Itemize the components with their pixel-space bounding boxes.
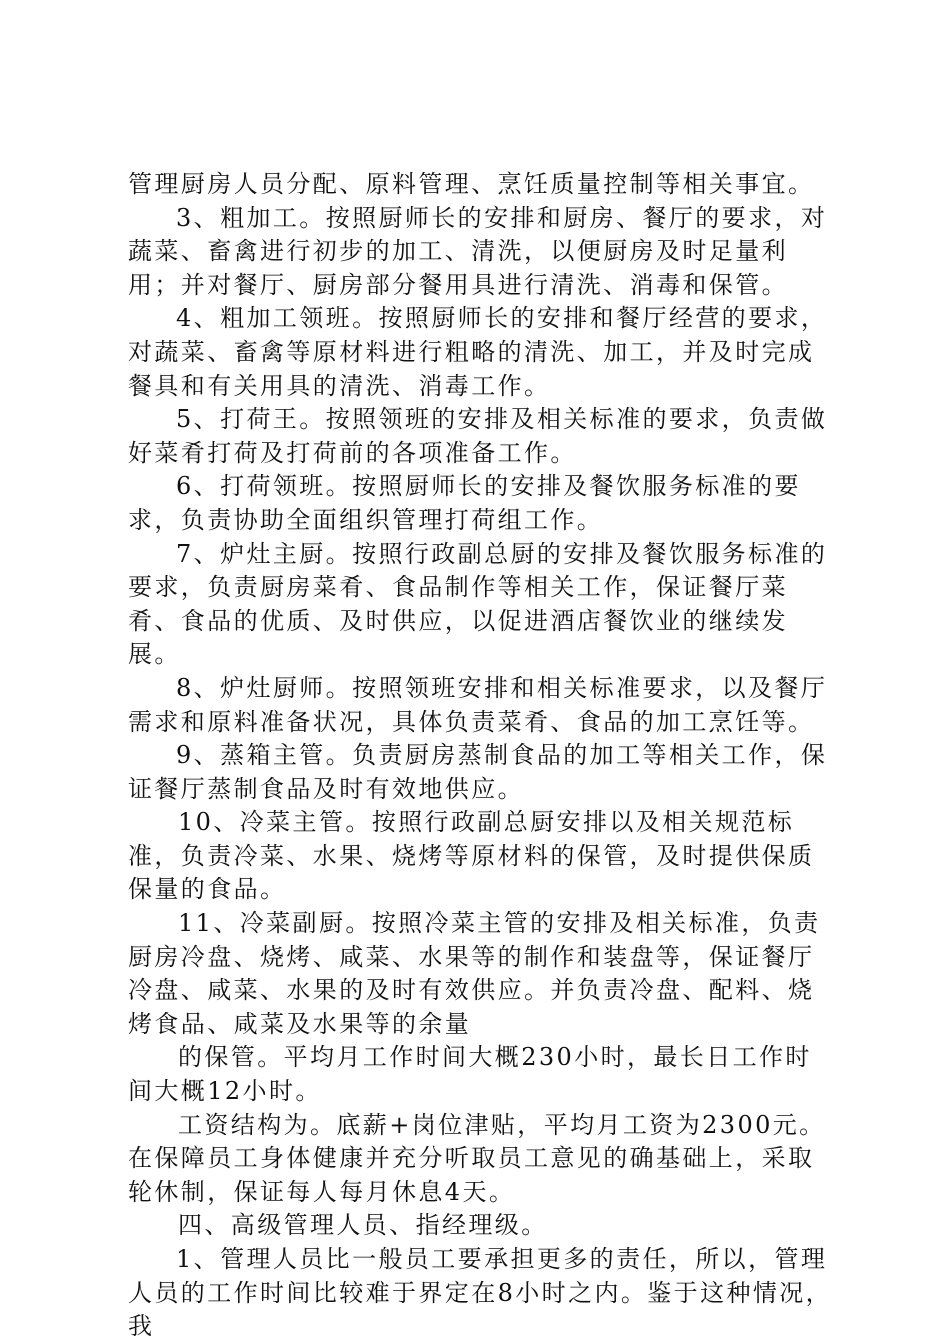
- paragraph-item-9: 9、蒸箱主管。负责厨房蒸制食品的加工等相关工作，保证餐厅蒸制食品及时有效地供应。: [128, 741, 828, 803]
- paragraph-item-8: 8、炉灶厨师。按照领班安排和相关标准要求，以及餐厅需求和原料准备状况，具体负责菜肴、食品的加工烹饪等。: [128, 673, 828, 736]
- paragraph-item-3: 3、粗加工。按照厨师长的安排和厨房、餐厅的要求，对蔬菜、畜禽进行初步的加工、清洗，以便厨房及时足量利用；并对餐厅、厨房部分餐用具进行清洗、消毒和保管。: [128, 203, 828, 299]
- paragraph-working-hours: 的保管。平均月工作时间大概230小时，最长日工作时间大概12小时。: [128, 1043, 812, 1106]
- paragraph-item-4: 4、粗加工领班。按照厨师长的安排和餐厅经营的要求，对蔬菜、畜禽等原材料进行粗略的清洗、加工，并及时完成餐具和有关用具的清洗、消毒工作。: [128, 304, 828, 400]
- paragraph-management-item-1: 1、管理人员比一般员工要承担更多的责任，所以，管理人员的工作时间比较难于界定在8小时之内。鉴于这种情况，我: [128, 1245, 833, 1341]
- paragraph-item-5: 5、打荷王。按照领班的安排及相关标准的要求，负责做好菜肴打荷及打荷前的各项准备工作。: [128, 405, 828, 467]
- paragraph-continuation: 管理厨房人员分配、原料管理、烹饪质量控制等相关事宜。: [128, 170, 815, 198]
- paragraph-item-11: 11、冷菜副厨。按照冷菜主管的安排及相关标准，负责厨房冷盘、烧烤、咸菜、水果等的制作和装盘等，保证餐厅冷盘、咸菜、水果的及时有效供应。并负责冷盘、配料、烧烤食品、咸菜及水果等的余量: [128, 909, 821, 1038]
- paragraph-item-10: 10、冷菜主管。按照行政副总厨安排以及相关规范标准，负责冷菜、水果、烧烤等原材料的保管，及时提供保质保量的食品。: [128, 808, 815, 904]
- section-heading-senior-management: 四、高级管理人员、指经理级。: [178, 1211, 548, 1240]
- document-body: [128, 168, 834, 1344]
- paragraph-item-6: 6、打荷领班。按照厨师长的安排及餐饮服务标准的要求，负责协助全面组织管理打荷组工作。: [128, 472, 801, 534]
- paragraph-salary-structure: 工资结构为。底薪+岗位津贴，平均月工资为2300元。在保障员工身体健康并充分听取员工意见的确基础上，采取轮休制，保证每人每月休息4天。: [128, 1110, 826, 1206]
- paragraph-item-7: 7、炉灶主厨。按照行政副总厨的安排及餐饮服务标准的要求，负责厨房菜肴、食品制作等相关工作，保证餐厅菜肴、食品的优质、及时供应，以促进酒店餐饮业的继续发展。: [128, 539, 828, 669]
